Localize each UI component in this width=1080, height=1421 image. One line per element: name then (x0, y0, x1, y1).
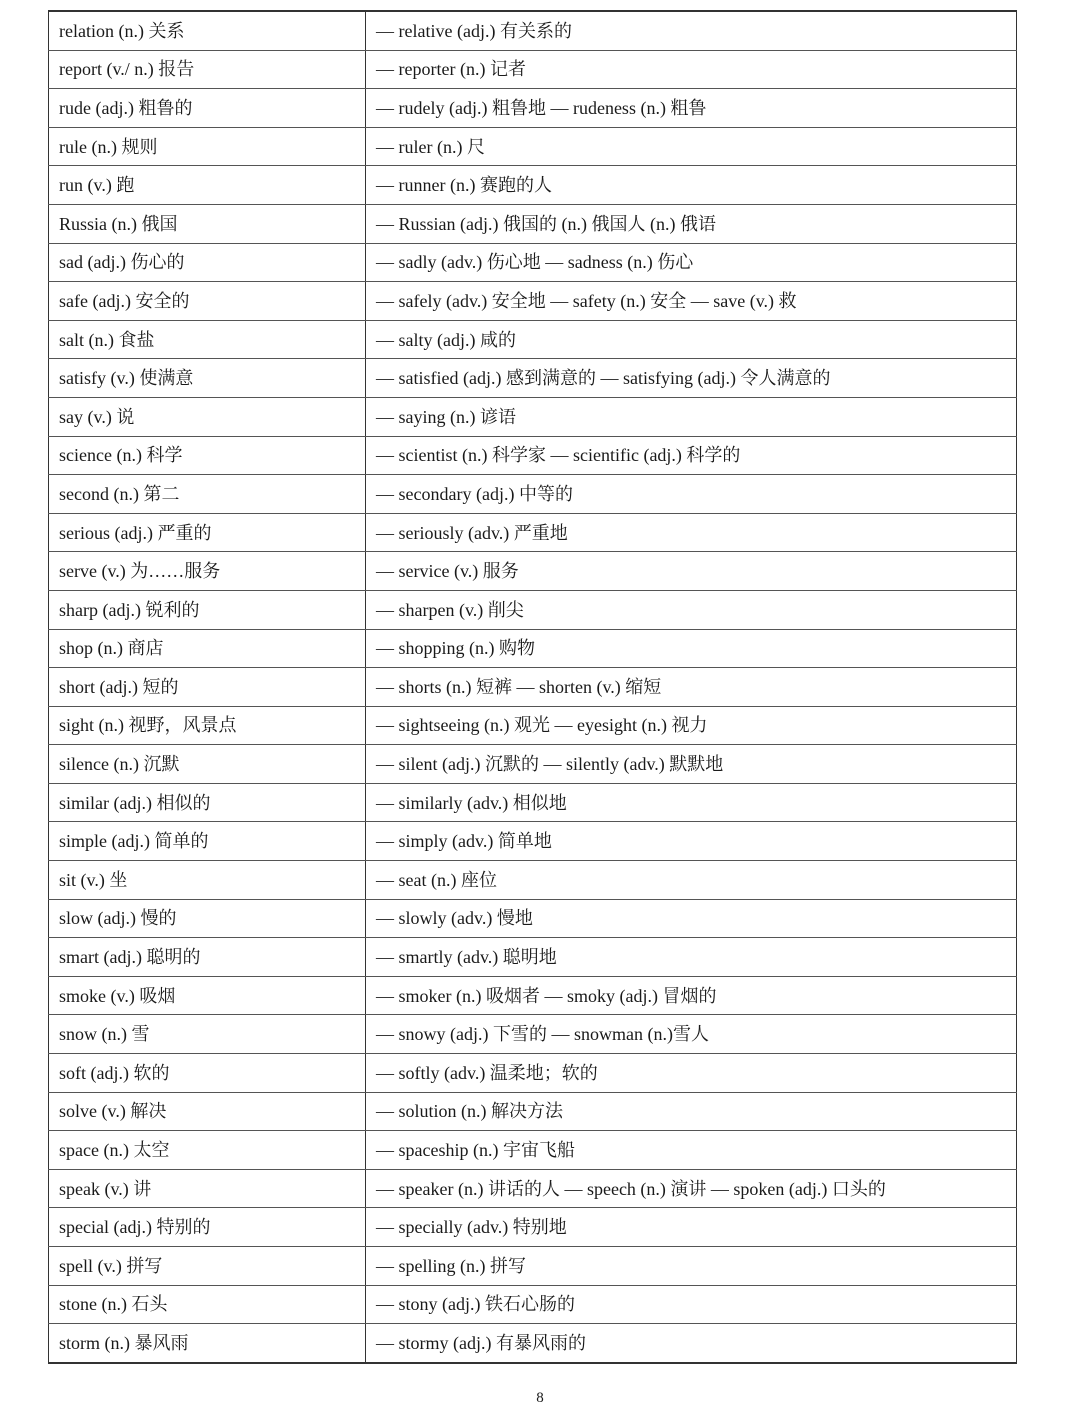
headword-cell: say (v.) 说 (49, 397, 366, 436)
derived-words-cell: — sadly (adv.) 伤心地 — sadness (n.) 伤心 (366, 243, 1017, 282)
headword-cell: salt (n.) 食盐 (49, 320, 366, 359)
derived-words-cell: — sightseeing (n.) 观光 — eyesight (n.) 视力 (366, 706, 1017, 745)
table-row (49, 243, 1017, 282)
table-row (49, 552, 1017, 591)
derived-words-cell: — seriously (adv.) 严重地 (366, 513, 1017, 552)
table-row (49, 359, 1017, 398)
table-row (49, 783, 1017, 822)
table-row (49, 976, 1017, 1015)
derived-words-cell: — ruler (n.) 尺 (366, 127, 1017, 166)
derived-words-cell: — speaker (n.) 讲话的人 — speech (n.) 演讲 — spoken (adj.) 口头的 (366, 1169, 1017, 1208)
headword-cell: short (adj.) 短的 (49, 668, 366, 707)
derived-words-cell: — sharpen (v.) 削尖 (366, 590, 1017, 629)
headword-cell: snow (n.) 雪 (49, 1015, 366, 1054)
derived-words-cell: — stony (adj.) 铁石心肠的 (366, 1285, 1017, 1324)
derived-words-cell: — smoker (n.) 吸烟者 — smoky (adj.) 冒烟的 (366, 976, 1017, 1015)
headword-cell: safe (adj.) 安全的 (49, 282, 366, 321)
headword-cell: sight (n.) 视野，风景点 (49, 706, 366, 745)
derived-words-cell: — simply (adv.) 简单地 (366, 822, 1017, 861)
headword-cell: similar (adj.) 相似的 (49, 783, 366, 822)
derived-words-cell: — stormy (adj.) 有暴风雨的 (366, 1324, 1017, 1363)
headword-cell: rule (n.) 规则 (49, 127, 366, 166)
derived-words-cell: — specially (adv.) 特别地 (366, 1208, 1017, 1247)
table-row (49, 1054, 1017, 1093)
derived-words-cell: — Russian (adj.) 俄国的 (n.) 俄国人 (n.) 俄语 (366, 204, 1017, 243)
derived-words-cell: — service (v.) 服务 (366, 552, 1017, 591)
derived-words-cell: — spelling (n.) 拼写 (366, 1247, 1017, 1286)
derived-words-cell: — slowly (adv.) 慢地 (366, 899, 1017, 938)
table-row (49, 899, 1017, 938)
derived-words-cell: — relative (adj.) 有关系的 (366, 11, 1017, 50)
headword-cell: second (n.) 第二 (49, 475, 366, 514)
headword-cell: shop (n.) 商店 (49, 629, 366, 668)
headword-cell: slow (adj.) 慢的 (49, 899, 366, 938)
headword-cell: solve (v.) 解决 (49, 1092, 366, 1131)
table-row (49, 1092, 1017, 1131)
table-row (49, 50, 1017, 89)
derived-words-cell: — solution (n.) 解决方法 (366, 1092, 1017, 1131)
derived-words-cell: — shorts (n.) 短裤 — shorten (v.) 缩短 (366, 668, 1017, 707)
derived-words-cell: — shopping (n.) 购物 (366, 629, 1017, 668)
headword-cell: serve (v.) 为……服务 (49, 552, 366, 591)
table-row (49, 127, 1017, 166)
vocabulary-table (48, 10, 1017, 1364)
table-row (49, 822, 1017, 861)
table-row (49, 282, 1017, 321)
derived-words-cell: — runner (n.) 赛跑的人 (366, 166, 1017, 205)
headword-cell: sharp (adj.) 锐利的 (49, 590, 366, 629)
table-row (49, 513, 1017, 552)
table-row (49, 1169, 1017, 1208)
table-row (49, 166, 1017, 205)
table-row (49, 1285, 1017, 1324)
headword-cell: simple (adj.) 简单的 (49, 822, 366, 861)
headword-cell: sad (adj.) 伤心的 (49, 243, 366, 282)
derived-words-cell: — softly (adv.) 温柔地；软的 (366, 1054, 1017, 1093)
headword-cell: storm (n.) 暴风雨 (49, 1324, 366, 1363)
derived-words-cell: — safely (adv.) 安全地 — safety (n.) 安全 — save (v.) 救 (366, 282, 1017, 321)
headword-cell: smart (adj.) 聪明的 (49, 938, 366, 977)
table-row (49, 11, 1017, 50)
headword-cell: sit (v.) 坐 (49, 861, 366, 900)
derived-words-cell: — seat (n.) 座位 (366, 861, 1017, 900)
table-row (49, 861, 1017, 900)
table-row (49, 397, 1017, 436)
derived-words-cell: — secondary (adj.) 中等的 (366, 475, 1017, 514)
table-row (49, 1015, 1017, 1054)
derived-words-cell: — rudely (adj.) 粗鲁地 — rudeness (n.) 粗鲁 (366, 89, 1017, 128)
derived-words-cell: — reporter (n.) 记者 (366, 50, 1017, 89)
headword-cell: soft (adj.) 软的 (49, 1054, 366, 1093)
headword-cell: space (n.) 太空 (49, 1131, 366, 1170)
derived-words-cell: — similarly (adv.) 相似地 (366, 783, 1017, 822)
headword-cell: silence (n.) 沉默 (49, 745, 366, 784)
headword-cell: report (v./ n.) 报告 (49, 50, 366, 89)
headword-cell: relation (n.) 关系 (49, 11, 366, 50)
table-row (49, 475, 1017, 514)
table-row (49, 320, 1017, 359)
table-row (49, 1131, 1017, 1170)
derived-words-cell: — salty (adj.) 咸的 (366, 320, 1017, 359)
derived-words-cell: — silent (adj.) 沉默的 — silently (adv.) 默默地 (366, 745, 1017, 784)
table-row (49, 938, 1017, 977)
headword-cell: satisfy (v.) 使满意 (49, 359, 366, 398)
derived-words-cell: — scientist (n.) 科学家 — scientific (adj.) 科学的 (366, 436, 1017, 475)
headword-cell: Russia (n.) 俄国 (49, 204, 366, 243)
headword-cell: science (n.) 科学 (49, 436, 366, 475)
page-number: 8 (536, 1390, 544, 1406)
derived-words-cell: — spaceship (n.) 宇宙飞船 (366, 1131, 1017, 1170)
derived-words-cell: — satisfied (adj.) 感到满意的 — satisfying (adj.) 令人满意的 (366, 359, 1017, 398)
headword-cell: rude (adj.) 粗鲁的 (49, 89, 366, 128)
table-row (49, 1247, 1017, 1286)
derived-words-cell: — saying (n.) 谚语 (366, 397, 1017, 436)
headword-cell: speak (v.) 讲 (49, 1169, 366, 1208)
derived-words-cell: — snowy (adj.) 下雪的 — snowman (n.)雪人 (366, 1015, 1017, 1054)
table-row (49, 629, 1017, 668)
headword-cell: smoke (v.) 吸烟 (49, 976, 366, 1015)
vocabulary-table-body (49, 11, 1017, 1363)
table-row (49, 89, 1017, 128)
table-row (49, 668, 1017, 707)
table-row (49, 204, 1017, 243)
table-row (49, 590, 1017, 629)
headword-cell: spell (v.) 拼写 (49, 1247, 366, 1286)
table-row (49, 745, 1017, 784)
headword-cell: stone (n.) 石头 (49, 1285, 366, 1324)
headword-cell: special (adj.) 特别的 (49, 1208, 366, 1247)
headword-cell: run (v.) 跑 (49, 166, 366, 205)
table-row (49, 1208, 1017, 1247)
derived-words-cell: — smartly (adv.) 聪明地 (366, 938, 1017, 977)
table-row (49, 706, 1017, 745)
table-row (49, 1324, 1017, 1363)
table-row (49, 436, 1017, 475)
headword-cell: serious (adj.) 严重的 (49, 513, 366, 552)
